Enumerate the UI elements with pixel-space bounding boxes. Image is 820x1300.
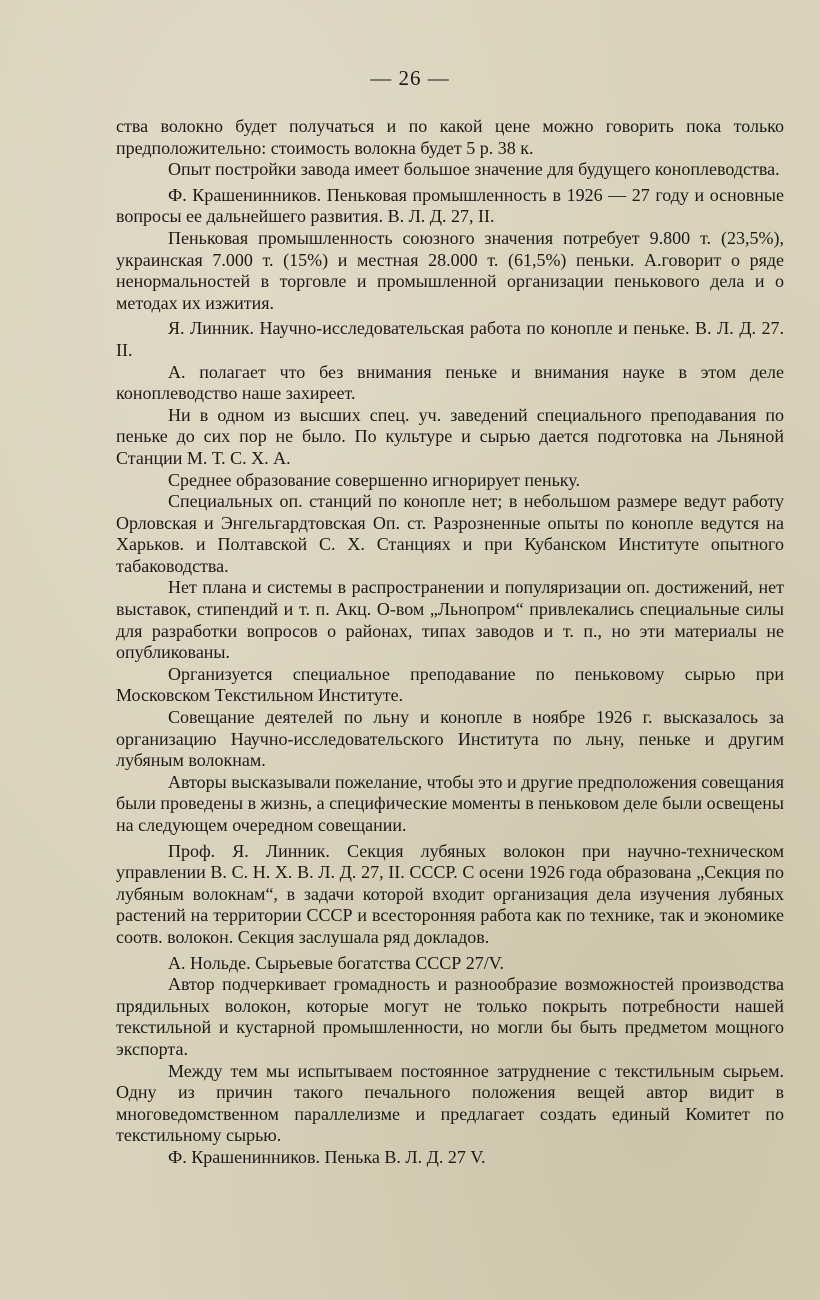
- paragraph: Совещание деятелей по льну и конопле в ноябре 1926 г. высказалось за организацию Научно-исследовательского Института по льну, пеньке и другим лубяным волокнам.: [116, 707, 784, 771]
- paragraph: Ни в одном из высших спец. уч. заведений специального преподавания по пеньке до сих пор не было. По культуре и сырью дается подготовка на Льняной Станции М. Т. С. Х. А.: [116, 404, 784, 468]
- bibliographic-entry: Проф. Я. Линник. Секция лубяных волокон при научно-техническом управлении В. С. Н. Х. В. Л. Д. 27, II. СССР. С осени 1926 года образована „Секция по лубяным волокнам“, в задачи которой входит организация дела изучения лубяных растений на территории СССР и всесторонняя работа как по технике, так и экономике соотв. волокон. Секция заслушала ряд докладов.: [116, 840, 784, 947]
- paragraph: Пеньковая промышленность союзного значения потребует 9.800 т. (23,5%), украинская 7.000 т. (15%) и местная 28.000 т. (61,5%) пеньки. А.говорит о ряде ненормальностей в торговле и промышленной организации пенькового дела и о методах их изжития.: [116, 227, 784, 313]
- paragraph: Авторы высказывали пожелание, чтобы это и другие предположения совещания были проведены в жизнь, а специфические моменты в пеньковом деле были освещены на следующем очередном совещании.: [116, 771, 784, 835]
- body-text: [116, 116, 784, 1169]
- paragraph: Среднее образование совершенно игнорирует пеньку.: [168, 469, 580, 490]
- bibliographic-entry: Я. Линник. Научно-исследовательская работа по конопле и пеньке. В. Л. Д. 27. II.: [116, 318, 784, 360]
- paragraph: Опыт постройки завода имеет большое значение для будущего коноплеводства.: [168, 159, 780, 180]
- bibliographic-entry: Ф. Крашенинников. Пенька В. Л. Д. 27 V.: [168, 1146, 486, 1167]
- paragraph: Специальных оп. станций по конопле нет; в небольшом размере ведут работу Орловская и Энгельгардтовская Оп. ст. Разрозненные опыты по конопле ведутся на Харьков. и Полтавской С. Х. Станциях и при Кубанском Институте опытного табаководства.: [116, 491, 784, 576]
- page-number: — 26 —: [370, 66, 450, 90]
- bibliographic-entry: Ф. Крашенинников. Пеньковая промышленность в 1926 — 27 году и основные вопросы ее дальнейшего развития. В. Л. Д. 27, II.: [116, 184, 784, 227]
- paragraph: Между тем мы испытываем постоянное затруднение с текстильным сырьем. Одну из причин такого печального положения вещей автор видит в многоведомственном параллелизме и предлагает создать единый Комитет по текстильному сырью.: [116, 1060, 784, 1146]
- paragraph: Автор подчеркивает громадность и разнообразие возможностей производства прядильных волокон, которые могут не только покрыть потребности нашей текстильной и кустарной промышленности, но могли бы быть предметом мощного экспорта.: [116, 974, 784, 1059]
- paragraph: Организуется специальное преподавание по пеньковому сырью при Московском Текстильном Институте.: [116, 663, 784, 706]
- paragraph: Нет плана и системы в распространении и популяризации оп. достижений, нет выставок, стипендий и т. п. Акц. О-вом „Льнопром“ привлекались специальные силы для разработки вопросов о районах, типах заводов и т. п., но эти материалы не опубликованы.: [116, 577, 784, 663]
- paragraph-continuation: ства волокно будет получаться и по какой цене можно говорить пока только предположительно: стоимость волокна будет 5 р. 38 к.: [116, 116, 784, 158]
- paragraph: А. полагает что без внимания пеньке и внимания науке в этом деле коноплеводство наше захиреет.: [116, 361, 784, 404]
- bibliographic-entry: А. Нольде. Сырьевые богатства СССР 27/V.: [168, 952, 504, 973]
